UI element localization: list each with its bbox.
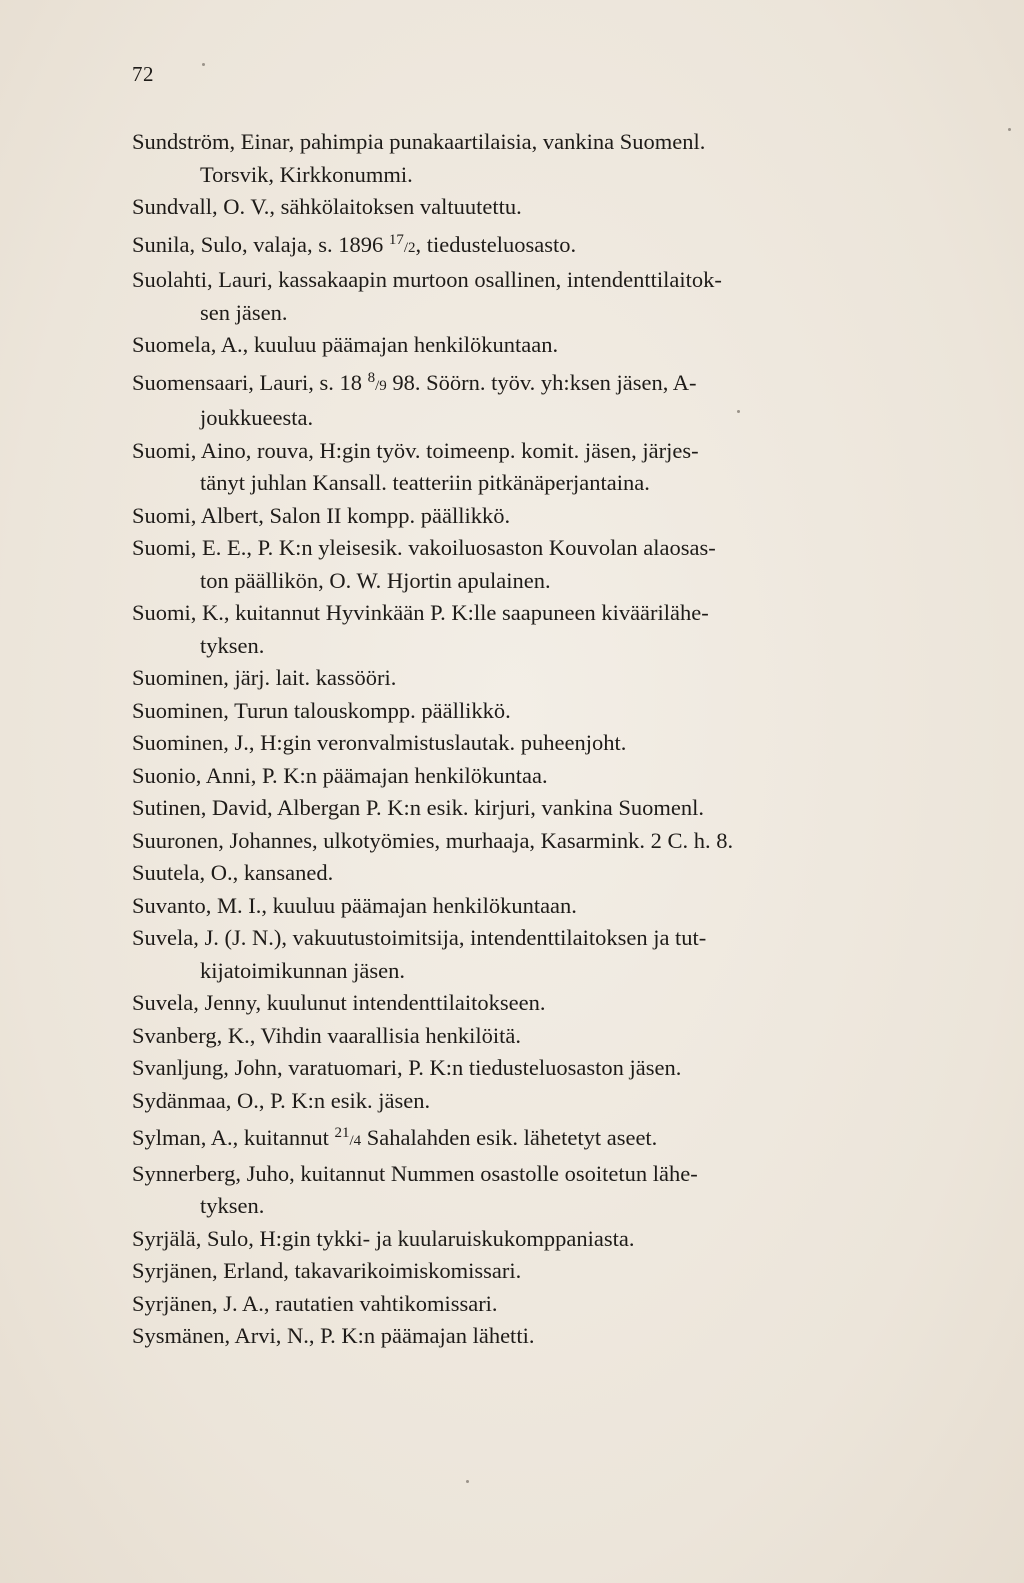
fraction-numerator: 17: [388, 231, 404, 248]
entry-text: Sunila, Sulo, valaja, s. 1896: [132, 231, 389, 257]
list-item: Svanberg, K., Vihdin vaarallisia henkilöitä.: [132, 1022, 521, 1048]
entry-text: Sylman, A., kuitannut: [132, 1125, 335, 1150]
list-item: Suominen, järj. lait. kassööri.: [132, 665, 397, 690]
fraction-numerator: 21: [334, 1125, 350, 1141]
list-item: Suonio, Anni, P. K:n päämajan henkilökuntaa.: [132, 762, 548, 788]
fraction: 8/9: [367, 369, 387, 394]
entry-list: [132, 126, 902, 1353]
list-item: Suvela, Jenny, kuulunut intendenttilaitokseen.: [132, 990, 546, 1015]
list-item: Suomi, E. E., P. K:n yleisesik. vakoiluosaston Kouvolan alaosas- ton päällikön, O. W. Hjortin apulainen.: [132, 535, 716, 593]
list-item: Suvanto, M. I., kuuluu päämajan henkilökuntaan.: [132, 892, 577, 918]
list-item: Suomela, A., kuuluu päämajan henkilökuntaan.: [132, 332, 559, 357]
fraction-numerator: 8: [367, 369, 376, 386]
list-item: Sutinen, David, Albergan P. K:n esik. kirjuri, vankina Suomenl.: [132, 795, 705, 820]
paper-speck: [1008, 128, 1011, 131]
list-item: Syrjänen, Erland, takavarikoimiskomissari.: [132, 1258, 522, 1283]
list-item: [132, 1117, 902, 1158]
fraction: 21/4: [334, 1125, 362, 1149]
list-item: [132, 224, 902, 265]
entry-text: , tiedusteluosasto.: [415, 231, 577, 257]
paper-speck: [202, 63, 205, 66]
list-item: Sysmänen, Arvi, N., P. K:n päämajan lähetti.: [132, 1323, 535, 1348]
paper-speck: [737, 410, 740, 413]
page-number: 72: [132, 62, 154, 86]
list-item: Syrjänen, J. A., rautatien vahtikomissari.: [132, 1290, 498, 1316]
fraction-denominator: 9: [379, 377, 387, 394]
fraction-denominator: 4: [353, 1133, 362, 1149]
list-item: Suvela, J. (J. N.), vakuutustoimitsija, intendenttilaitoksen ja tut- kijatoimikunnan jäsen.: [132, 925, 707, 983]
list-item: [132, 362, 902, 435]
list-item: Svanljung, John, varatuomari, P. K:n tiedusteluosaston jäsen.: [132, 1055, 682, 1080]
list-item: Suolahti, Lauri, kassakaapin murtoon osallinen, intendenttilaitok- sen jäsen.: [132, 267, 722, 325]
entry-text: Suomensaari, Lauri, s. 18: [132, 369, 368, 395]
list-item: Syrjälä, Sulo, H:gin tykki- ja kuularuiskukomppaniasta.: [132, 1225, 635, 1251]
paper-speck: [466, 1480, 469, 1483]
list-item: Suutela, O., kansaned.: [132, 860, 334, 885]
entry-text: Sahalahden esik. lähetetyt aseet.: [361, 1125, 658, 1150]
list-item: Sydänmaa, O., P. K:n esik. jäsen.: [132, 1087, 431, 1113]
list-item: Suominen, J., H:gin veronvalmistuslautak. puheenjoht.: [132, 730, 627, 755]
list-item: Suomi, K., kuitannut Hyvinkään P. K:lle saapuneen kiväärilähe- tyksen.: [132, 600, 709, 658]
list-item: Suomi, Aino, rouva, H:gin työv. toimeenp. komit. jäsen, järjes- tänyt juhlan Kansall. teatteriin pitkänäperjantaina.: [132, 437, 699, 495]
list-item: Synnerberg, Juho, kuitannut Nummen osastolle osoitetun lähe- tyksen.: [132, 1160, 698, 1218]
list-item: Suuronen, Johannes, ulkotyömies, murhaaja, Kasarmink. 2 C. h. 8.: [132, 827, 734, 853]
fraction: 17/2: [388, 231, 416, 256]
list-item: Suominen, Turun talouskompp. päällikkö.: [132, 697, 511, 723]
entry-text: 98. Söörn. työv. yh:ksen jäsen, A- joukkueesta.: [200, 369, 697, 430]
list-item: Sundvall, O. V., sähkölaitoksen valtuutettu.: [132, 194, 522, 219]
list-item: Sundström, Einar, pahimpia punakaartilaisia, vankina Suomenl. Torsvik, Kirkkonummi.: [132, 129, 706, 187]
fraction-denominator: 2: [408, 239, 416, 256]
list-item: Suomi, Albert, Salon II kompp. päällikkö.: [132, 502, 511, 528]
